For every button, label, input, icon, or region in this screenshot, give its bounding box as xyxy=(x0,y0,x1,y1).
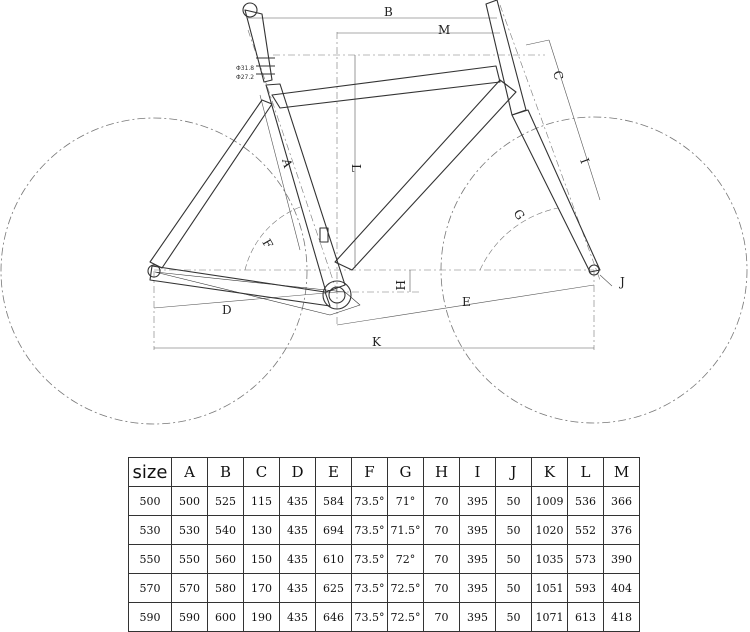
dim-label-j: J xyxy=(620,275,625,289)
top-tube xyxy=(272,66,500,108)
table-cell: 646 xyxy=(316,603,352,632)
column-header: I xyxy=(460,458,496,487)
table-cell: 70 xyxy=(424,603,460,632)
dim-label-g: G xyxy=(510,206,528,223)
table-cell: 50 xyxy=(496,487,532,516)
table-cell: 73.5° xyxy=(352,574,388,603)
table-row xyxy=(129,545,640,574)
table-cell: 395 xyxy=(460,487,496,516)
dim-label-f: F xyxy=(259,236,276,251)
dim-label-k: K xyxy=(372,335,381,349)
table-cell: 550 xyxy=(172,545,208,574)
fork xyxy=(512,110,600,272)
column-header: A xyxy=(172,458,208,487)
table-cell: 395 xyxy=(460,603,496,632)
table-cell: 1071 xyxy=(532,603,568,632)
seatpost-clamp-note: Φ31.8 xyxy=(236,65,255,72)
column-header: size xyxy=(129,458,172,487)
column-header: E xyxy=(316,458,352,487)
table-cell: 130 xyxy=(244,516,280,545)
table-cell: 530 xyxy=(172,516,208,545)
dim-label-m: M xyxy=(438,23,451,37)
column-header: C xyxy=(244,458,280,487)
table-cell: 590 xyxy=(129,603,172,632)
table-cell: 50 xyxy=(496,603,532,632)
down-tube xyxy=(335,80,516,270)
dim-label-a: A xyxy=(279,156,295,170)
table-cell: 73.5° xyxy=(352,516,388,545)
table-header-row xyxy=(129,458,640,487)
table-cell: 530 xyxy=(129,516,172,545)
table-cell: 72° xyxy=(388,545,424,574)
table-cell: 73.5° xyxy=(352,603,388,632)
table-cell: 560 xyxy=(208,545,244,574)
table-cell: 395 xyxy=(460,516,496,545)
table-cell: 570 xyxy=(172,574,208,603)
dim-label-c: C xyxy=(550,69,567,82)
table-cell: 500 xyxy=(129,487,172,516)
table-cell: 50 xyxy=(496,574,532,603)
table-cell: 1020 xyxy=(532,516,568,545)
table-cell: 435 xyxy=(280,545,316,574)
table-cell: 435 xyxy=(280,487,316,516)
table-cell: 500 xyxy=(172,487,208,516)
table-row xyxy=(129,516,640,545)
table-cell: 70 xyxy=(424,545,460,574)
column-header: B xyxy=(208,458,244,487)
dim-label-h: H xyxy=(393,280,407,291)
seatpost-diameter-note: Φ27.2 xyxy=(236,74,255,81)
table-cell: 70 xyxy=(424,516,460,545)
table-cell: 435 xyxy=(280,516,316,545)
column-header: D xyxy=(280,458,316,487)
table-cell: 1035 xyxy=(532,545,568,574)
table-cell: 1051 xyxy=(532,574,568,603)
column-header: G xyxy=(388,458,424,487)
table-cell: 613 xyxy=(568,603,604,632)
table-cell: 600 xyxy=(208,603,244,632)
table-cell: 435 xyxy=(280,574,316,603)
table-row xyxy=(129,487,640,516)
table-cell: 1009 xyxy=(532,487,568,516)
table-cell: 573 xyxy=(568,545,604,574)
table-cell: 71° xyxy=(388,487,424,516)
table-cell: 593 xyxy=(568,574,604,603)
table-cell: 190 xyxy=(244,603,280,632)
table-cell: 71.5° xyxy=(388,516,424,545)
dim-label-i: I xyxy=(577,156,592,166)
column-header: L xyxy=(568,458,604,487)
table-cell: 115 xyxy=(244,487,280,516)
table-cell: 552 xyxy=(568,516,604,545)
seat-stay xyxy=(150,100,272,268)
table-cell: 366 xyxy=(604,487,640,516)
table-cell: 525 xyxy=(208,487,244,516)
table-cell: 395 xyxy=(460,545,496,574)
table-cell: 570 xyxy=(129,574,172,603)
table-cell: 70 xyxy=(424,574,460,603)
table-cell: 540 xyxy=(208,516,244,545)
column-header: F xyxy=(352,458,388,487)
table-cell: 580 xyxy=(208,574,244,603)
seat-tube xyxy=(266,84,345,292)
bike-frame xyxy=(148,0,600,315)
table-cell: 73.5° xyxy=(352,545,388,574)
table-cell: 694 xyxy=(316,516,352,545)
dim-label-e: E xyxy=(462,295,471,309)
table-cell: 70 xyxy=(424,487,460,516)
table-cell: 584 xyxy=(316,487,352,516)
table-cell: 625 xyxy=(316,574,352,603)
table-cell: 435 xyxy=(280,603,316,632)
table-cell: 395 xyxy=(460,574,496,603)
dimension-lines xyxy=(154,18,612,348)
table-cell: 170 xyxy=(244,574,280,603)
head-tube xyxy=(486,0,526,115)
construction-lines xyxy=(154,5,600,350)
dim-label-l: L xyxy=(349,164,363,172)
table-row xyxy=(129,603,640,632)
table-cell: 73.5° xyxy=(352,487,388,516)
geometry-table xyxy=(128,457,640,632)
table-cell: 50 xyxy=(496,516,532,545)
table-cell: 590 xyxy=(172,603,208,632)
table-cell: 72.5° xyxy=(388,603,424,632)
table-cell: 418 xyxy=(604,603,640,632)
column-header: J xyxy=(496,458,532,487)
chain-stay xyxy=(150,266,330,306)
table-cell: 404 xyxy=(604,574,640,603)
table-cell: 390 xyxy=(604,545,640,574)
table-cell: 50 xyxy=(496,545,532,574)
dim-label-b: B xyxy=(384,5,393,19)
table-cell: 536 xyxy=(568,487,604,516)
table-cell: 150 xyxy=(244,545,280,574)
table-row xyxy=(129,574,640,603)
table-cell: 376 xyxy=(604,516,640,545)
table-cell: 550 xyxy=(129,545,172,574)
column-header: H xyxy=(424,458,460,487)
column-header: K xyxy=(532,458,568,487)
column-header: M xyxy=(604,458,640,487)
dim-label-d: D xyxy=(222,303,232,317)
table-cell: 72.5° xyxy=(388,574,424,603)
table-cell: 610 xyxy=(316,545,352,574)
